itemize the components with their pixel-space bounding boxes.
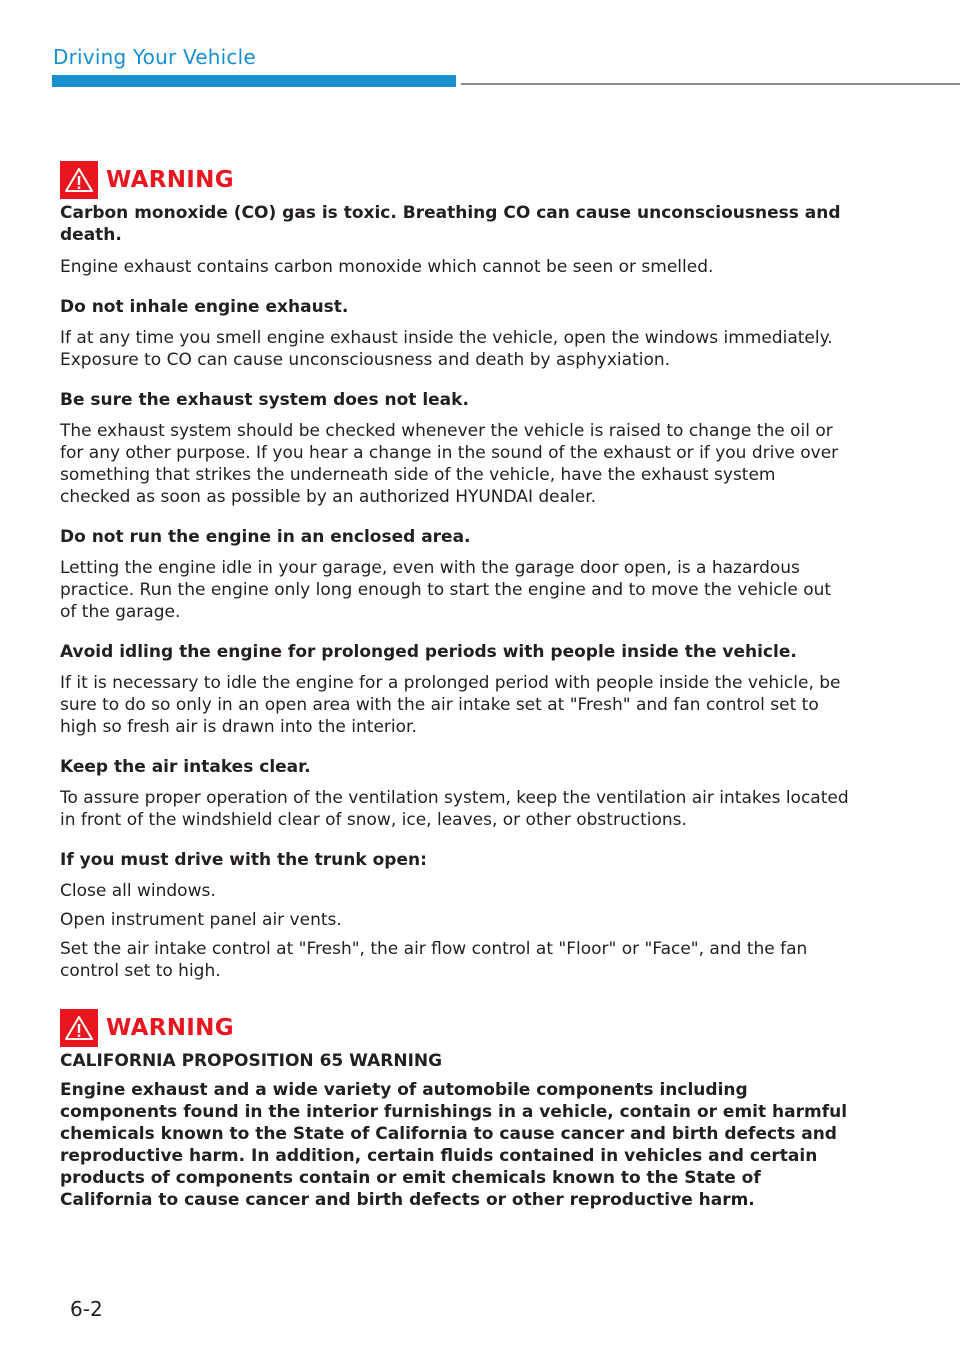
warning-triangle-icon — [60, 1009, 98, 1047]
warning-lead-body: Engine exhaust contains carbon monoxide which cannot be seen or smelled. — [60, 257, 714, 277]
warning-lead: Carbon monoxide (CO) gas is toxic. Breathing CO can cause unconsciousness and death. — [60, 203, 841, 245]
item-heading: Do not run the engine in an enclosed area. — [60, 527, 471, 547]
warning-title: WARNING — [106, 1015, 234, 1041]
header-rule-thick — [52, 75, 456, 87]
warning-header-2 — [60, 1008, 850, 1048]
item-heading: Be sure the exhaust system does not leak. — [60, 390, 469, 410]
prop65-title: CALIFORNIA PROPOSITION 65 WARNING — [60, 1051, 443, 1071]
main-content — [60, 160, 850, 1211]
trunk-step: Close all windows. — [60, 881, 216, 901]
warning-header-1 — [60, 160, 850, 200]
item-body: Letting the engine idle in your garage, even with the garage door open, is a hazardous practice. Run the engine only long enough to start the engine and to move the vehicle out of the garage. — [60, 558, 832, 622]
item-body: If it is necessary to idle the engine for a prolonged period with people inside the vehicle, be sure to do so only in an open area with the air intake set at "Fresh" and fan control set to high so fresh air is drawn into the interior. — [60, 673, 841, 737]
prop65-body: Engine exhaust and a wide variety of automobile components including components found in the interior furnishings in a vehicle, contain or emit harmful chemicals known to the State of California to cause cancer and birth defects and reproductive harm. In addition, certain fluids contained in vehicles and certain products of components contain or emit chemicals known to the State of California to cause cancer and birth defects or other reproductive harm. — [60, 1080, 848, 1210]
warning-title: WARNING — [106, 167, 234, 193]
item-heading: Keep the air intakes clear. — [60, 757, 311, 777]
trunk-step: Open instrument panel air vents. — [60, 910, 342, 930]
item-body: To assure proper operation of the ventilation system, keep the ventilation air intakes located in front of the windshield clear of snow, ice, leaves, or other obstructions. — [60, 788, 849, 830]
trunk-heading: If you must drive with the trunk open: — [60, 850, 427, 870]
item-body: The exhaust system should be checked whenever the vehicle is raised to change the oil or for any other purpose. If you hear a change in the sound of the exhaust or if you drive over something that strikes the underneath side of the vehicle, have the exhaust system checked as soon as possible by an authorized HYUNDAI dealer. — [60, 421, 839, 507]
item-heading: Avoid idling the engine for prolonged periods with people inside the vehicle. — [60, 642, 797, 662]
section-title: Driving Your Vehicle — [53, 45, 256, 69]
item-heading: Do not inhale engine exhaust. — [60, 297, 349, 317]
trunk-step: Set the air intake control at "Fresh", the air flow control at "Floor" or "Face", and the fan control set to high. — [60, 939, 808, 981]
header-rule-thin — [461, 83, 960, 85]
item-body: If at any time you smell engine exhaust inside the vehicle, open the windows immediately. Exposure to CO can cause unconsciousness and death by asphyxiation. — [60, 328, 833, 370]
page-number: 6-2 — [70, 1297, 103, 1321]
warning-triangle-icon — [60, 161, 98, 199]
